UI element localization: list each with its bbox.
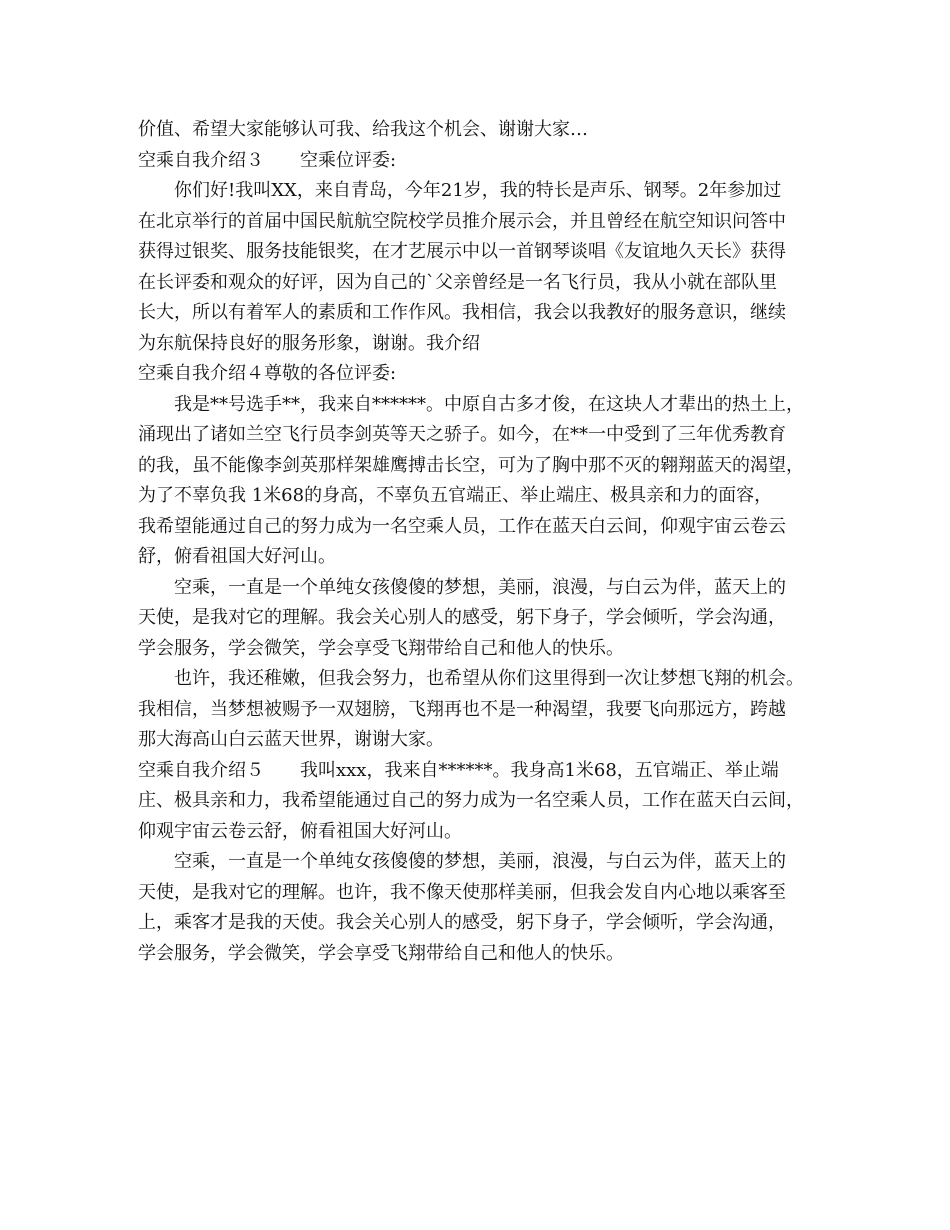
text-line: 学会服务，学会微笑，学会享受飞翔带给自己和他人的快乐。 bbox=[138, 637, 624, 659]
text-line: 学会服务，学会微笑，学会享受飞翔带给自己和他人的快乐。 bbox=[138, 942, 624, 964]
text-line: 空乘自我介绍３ 空乘位评委: bbox=[138, 149, 397, 171]
text-line: 我希望能通过自己的努力成为一名空乘人员，工作在蓝天白云间，仰观宇宙云卷云 bbox=[138, 515, 786, 537]
text-line: 天使，是我对它的理解。我会关心别人的感受，躬下身子，学会倾听，学会沟通， bbox=[138, 607, 786, 628]
text-line: 长大，所以有着军人的素质和工作作风。我相信，我会以我教好的服务意识，继续 bbox=[138, 302, 786, 323]
text-line: 获得过银奖、服务技能银奖，在才艺展示中以一首钢琴谈唱《友谊地久天长》获得 bbox=[138, 241, 786, 262]
text-line: 空乘，一直是一个单纯女孩傻傻的梦想，美丽，浪漫，与白云为伴，蓝天上的 bbox=[174, 851, 786, 872]
text-line: 空乘自我介绍５ 我叫xxx，我来自******。我身高1米68，五官端正、举止端 bbox=[138, 759, 779, 781]
text-line: 空乘，一直是一个单纯女孩傻傻的梦想，美丽，浪漫，与白云为伴，蓝天上的 bbox=[174, 576, 786, 598]
text-line: 也许，我还稚嫩，但我会努力，也希望从你们这里得到一次让梦想飞翔的机会。 bbox=[174, 668, 804, 689]
text-line: 你们好!我叫XX，来自青岛，今年21岁，我的特长是声乐、钢琴。2年参加过 bbox=[174, 180, 782, 201]
text-line: 庄、极具亲和力，我希望能通过自己的努力成为一名空乘人员，工作在蓝天白云间， bbox=[138, 790, 804, 811]
text-line: 在北京举行的首届中国民航航空院校学员推介展示会，并且曾经在航空知识问答中 bbox=[138, 210, 786, 232]
text-line: 为东航保持良好的服务形象，谢谢。我介绍 bbox=[138, 332, 480, 354]
text-line: 上，乘客才是我的天使。我会关心别人的感受，躬下身子，学会倾听，学会沟通， bbox=[138, 912, 786, 933]
text-line: 那大海高山白云蓝天世界，谢谢大家。 bbox=[138, 729, 444, 750]
text-line: 仰观宇宙云卷云舒，俯看祖国大好河山。 bbox=[138, 820, 462, 842]
text-line: 天使，是我对它的理解。也许，我不像天使那样美丽，但我会发自内心地以乘客至 bbox=[138, 881, 786, 903]
text-line: 空乘自我介绍４尊敬的各位评委: bbox=[138, 363, 397, 384]
text-line: 涌现出了诸如兰空飞行员李剑英等天之骄子。如今，在**一中受到了三年优秀教育 bbox=[138, 424, 786, 445]
text-line: 我是**号选手**，我来自******。中原自古多才俊，在这块人才辈出的热土上， bbox=[174, 393, 804, 415]
text-line: 为了不辜负我 1米68的身高，不辜负五官端正、举止端庄、极具亲和力的面容， bbox=[138, 485, 773, 506]
text-line: 舒，俯看祖国大好河山。 bbox=[138, 546, 336, 567]
text-line: 我相信，当梦想被赐予一双翅膀，飞翔再也不是一种渴望，我要飞向那远方，跨越 bbox=[138, 698, 786, 720]
text-line: 的我，虽不能像李剑英那样架雄鹰搏击长空，可为了胸中那不灭的翱翔蓝天的渴望， bbox=[138, 454, 804, 476]
document-body bbox=[138, 115, 818, 969]
text-line: 价值、希望大家能够认可我、给我这个机会、谢谢大家… bbox=[138, 119, 588, 140]
text-line: 在长评委和观众的好评，因为自己的`父亲曾经是一名飞行员，我从小就在部队里 bbox=[138, 271, 777, 293]
